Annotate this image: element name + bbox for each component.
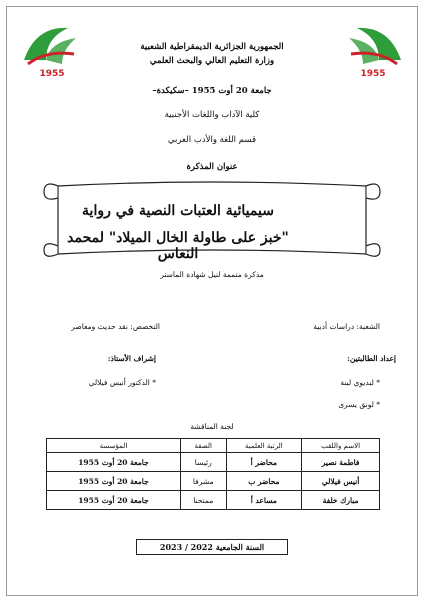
table-row [47, 453, 380, 472]
jury-role: مشرفا [180, 472, 226, 491]
student-name-1: * لبديوي لينة [340, 378, 380, 387]
ministry-line: وزارة التعليم العالي والبحث العلمي [149, 56, 275, 66]
student-name-2: * لونق يسرى [338, 400, 380, 409]
jury-institution: جامعة 20 أوت 1955 [47, 472, 181, 491]
jury-name: أنيس فيلالي [302, 472, 380, 491]
memo-label: عنوان المذكرة [186, 162, 238, 172]
university-line: جامعة 20 أوت 1955 –سكيكدة– [152, 86, 272, 96]
table-row [47, 472, 380, 491]
col-institution: المؤسسة [47, 439, 181, 453]
col-name: الاسم واللقب [302, 439, 380, 453]
jury-institution: جامعة 20 أوت 1955 [47, 491, 181, 510]
republic-line: الجمهورية الجزائرية الديمقراطية الشعبية [140, 42, 284, 52]
jury-table [46, 438, 380, 510]
jury-rank: مساعد أ [226, 491, 302, 510]
table-row [47, 491, 380, 510]
supervisor-heading: إشراف الأستاذ: [107, 354, 156, 363]
faculty-line: كلية الآداب واللغات الأجنبية [164, 110, 260, 120]
jury-heading: لجنة المناقشة [190, 422, 234, 431]
jury-institution: جامعة 20 أوت 1955 [47, 453, 181, 472]
academic-year: السنة الجامعية 2022 / 2023 [136, 539, 288, 555]
logo-left-text: 1955 [39, 69, 65, 79]
branch-label: الشعبة: دراسات أدبية [313, 322, 380, 331]
supervisor-name: * الدكتور أنيس فيلالي [88, 378, 156, 387]
jury-name: فاطمة نصير [302, 453, 380, 472]
logo-right-text: 1955 [360, 69, 386, 79]
department-line: قسم اللغة والأدب العربي [167, 135, 257, 145]
students-heading: إعداد الطالبتين: [347, 354, 396, 363]
university-logo-right [337, 20, 409, 86]
jury-name: مبارك خلفة [302, 491, 380, 510]
thesis-title-line2: "خبز على طاولة الخال الميلاد" لمحمد النعاس [67, 230, 289, 262]
university-logo-left [16, 20, 88, 86]
jury-rank: محاضر ب [226, 472, 302, 491]
jury-header-row [47, 439, 380, 453]
specialty-label: التخصص: نقد حديث ومعاصر [71, 322, 160, 331]
jury-role: ممتحنا [180, 491, 226, 510]
jury-rank: محاضر أ [226, 453, 302, 472]
degree-line: مذكرة متممة لنيل شهادة الماستر [160, 270, 264, 279]
col-rank: الرتبة العلمية [226, 439, 302, 453]
jury-role: رئيسا [180, 453, 226, 472]
col-role: الصفة [180, 439, 226, 453]
thesis-title-line1: سيميائية العتبات النصية في رواية [82, 203, 274, 219]
